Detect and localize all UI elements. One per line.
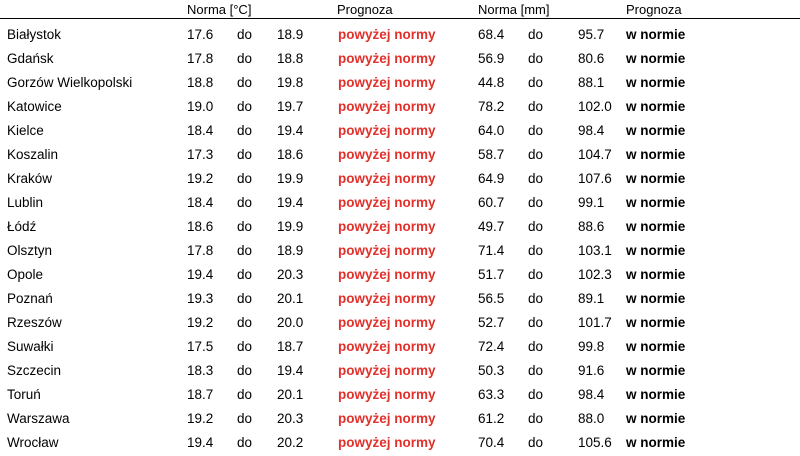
precipitation-forecast: w normie [626, 75, 686, 90]
temperature-norm-max: 20.1 [277, 291, 304, 306]
table-row [0, 96, 800, 120]
precipitation-range-separator: do [528, 291, 544, 306]
precipitation-norm-max: 80.6 [578, 51, 605, 66]
precipitation-range-separator: do [528, 243, 544, 258]
city-name: Opole [7, 267, 44, 282]
temperature-norm-min: 19.4 [187, 435, 214, 450]
header-precipitation-norm: Norma [mm] [478, 2, 550, 17]
temperature-norm-min: 18.8 [187, 75, 214, 90]
temperature-norm-max: 18.6 [277, 147, 304, 162]
temperature-forecast: powyżej normy [338, 435, 436, 450]
header-precipitation-forecast: Prognoza [626, 2, 682, 17]
temperature-norm-min: 17.3 [187, 147, 214, 162]
city-name: Poznań [7, 291, 53, 306]
temperature-norm-max: 20.0 [277, 315, 304, 330]
precipitation-forecast: w normie [626, 243, 686, 258]
precipitation-forecast: w normie [626, 315, 686, 330]
precipitation-norm-max: 101.7 [578, 315, 612, 330]
temperature-range-separator: do [237, 99, 253, 114]
precipitation-range-separator: do [528, 435, 544, 450]
precipitation-range-separator: do [528, 315, 544, 330]
precipitation-range-separator: do [528, 339, 544, 354]
header-temperature-forecast: Prognoza [337, 2, 393, 17]
temperature-norm-max: 20.3 [277, 267, 304, 282]
precipitation-forecast: w normie [626, 123, 686, 138]
city-name: Gdańsk [7, 51, 54, 66]
precipitation-norm-max: 98.4 [578, 387, 605, 402]
table-row [0, 192, 800, 216]
temperature-norm-max: 19.4 [277, 363, 304, 378]
precipitation-norm-min: 50.3 [478, 363, 505, 378]
temperature-norm-max: 19.4 [277, 123, 304, 138]
city-name: Rzeszów [7, 315, 62, 330]
table-row [0, 288, 800, 312]
table-row [0, 48, 800, 72]
temperature-norm-min: 19.2 [187, 171, 214, 186]
temperature-norm-max: 20.3 [277, 411, 304, 426]
temperature-range-separator: do [237, 123, 253, 138]
precipitation-norm-min: 78.2 [478, 99, 505, 114]
precipitation-norm-min: 64.9 [478, 171, 505, 186]
city-name: Wrocław [7, 435, 59, 450]
temperature-range-separator: do [237, 243, 253, 258]
temperature-forecast: powyżej normy [338, 411, 436, 426]
temperature-forecast: powyżej normy [338, 147, 436, 162]
precipitation-range-separator: do [528, 51, 544, 66]
header-divider [0, 18, 800, 19]
precipitation-forecast: w normie [626, 435, 686, 450]
temperature-norm-min: 18.6 [187, 219, 214, 234]
precipitation-range-separator: do [528, 387, 544, 402]
temperature-range-separator: do [237, 195, 253, 210]
table-row [0, 216, 800, 240]
temperature-forecast: powyżej normy [338, 27, 436, 42]
city-name: Katowice [7, 99, 62, 114]
temperature-norm-min: 17.5 [187, 339, 214, 354]
precipitation-range-separator: do [528, 147, 544, 162]
precipitation-forecast: w normie [626, 147, 686, 162]
temperature-norm-min: 18.4 [187, 123, 214, 138]
temperature-range-separator: do [237, 411, 253, 426]
temperature-norm-min: 19.0 [187, 99, 214, 114]
precipitation-norm-max: 88.0 [578, 411, 605, 426]
precipitation-range-separator: do [528, 363, 544, 378]
temperature-forecast: powyżej normy [338, 171, 436, 186]
temperature-range-separator: do [237, 75, 253, 90]
precipitation-norm-max: 95.7 [578, 27, 605, 42]
temperature-norm-min: 18.3 [187, 363, 214, 378]
temperature-range-separator: do [237, 315, 253, 330]
table-row [0, 312, 800, 336]
precipitation-forecast: w normie [626, 219, 686, 234]
temperature-range-separator: do [237, 171, 253, 186]
city-name: Szczecin [7, 363, 62, 378]
precipitation-norm-min: 49.7 [478, 219, 505, 234]
table-row [0, 336, 800, 360]
temperature-norm-min: 19.4 [187, 267, 214, 282]
temperature-range-separator: do [237, 219, 253, 234]
table-row [0, 168, 800, 192]
temperature-norm-min: 19.2 [187, 411, 214, 426]
precipitation-forecast: w normie [626, 291, 686, 306]
precipitation-norm-max: 99.1 [578, 195, 605, 210]
temperature-range-separator: do [237, 363, 253, 378]
precipitation-range-separator: do [528, 195, 544, 210]
table-row [0, 264, 800, 288]
temperature-norm-max: 18.9 [277, 243, 304, 258]
precipitation-norm-min: 68.4 [478, 27, 505, 42]
temperature-norm-max: 18.7 [277, 339, 304, 354]
temperature-forecast: powyżej normy [338, 99, 436, 114]
precipitation-norm-max: 88.1 [578, 75, 605, 90]
temperature-range-separator: do [237, 387, 253, 402]
table-row [0, 144, 800, 168]
precipitation-norm-max: 102.0 [578, 99, 612, 114]
temperature-norm-min: 17.8 [187, 51, 214, 66]
city-name: Koszalin [7, 147, 59, 162]
precipitation-norm-max: 89.1 [578, 291, 605, 306]
table-row [0, 240, 800, 264]
city-name: Białystok [7, 27, 62, 42]
temperature-forecast: powyżej normy [338, 219, 436, 234]
temperature-range-separator: do [237, 51, 253, 66]
precipitation-range-separator: do [528, 75, 544, 90]
table-row [0, 408, 800, 432]
precipitation-forecast: w normie [626, 51, 686, 66]
precipitation-forecast: w normie [626, 363, 686, 378]
temperature-forecast: powyżej normy [338, 195, 436, 210]
precipitation-range-separator: do [528, 171, 544, 186]
city-name: Łódź [7, 219, 37, 234]
temperature-norm-max: 20.1 [277, 387, 304, 402]
precipitation-norm-min: 61.2 [478, 411, 505, 426]
precipitation-norm-min: 70.4 [478, 435, 505, 450]
table-header [0, 0, 800, 20]
temperature-forecast: powyżej normy [338, 291, 436, 306]
precipitation-forecast: w normie [626, 339, 686, 354]
precipitation-norm-max: 88.6 [578, 219, 605, 234]
temperature-norm-max: 19.9 [277, 219, 304, 234]
temperature-forecast: powyżej normy [338, 363, 436, 378]
precipitation-forecast: w normie [626, 171, 686, 186]
temperature-norm-min: 19.3 [187, 291, 214, 306]
precipitation-norm-min: 44.8 [478, 75, 505, 90]
temperature-range-separator: do [237, 27, 253, 42]
temperature-forecast: powyżej normy [338, 387, 436, 402]
temperature-forecast: powyżej normy [338, 339, 436, 354]
precipitation-range-separator: do [528, 99, 544, 114]
header-temperature-norm: Norma [°C] [187, 2, 252, 17]
city-name: Gorzów Wielkopolski [7, 75, 133, 90]
temperature-range-separator: do [237, 147, 253, 162]
forecast-table-body [0, 24, 800, 456]
precipitation-forecast: w normie [626, 267, 686, 282]
table-row [0, 72, 800, 96]
table-row [0, 24, 800, 48]
temperature-norm-max: 20.2 [277, 435, 304, 450]
temperature-norm-min: 17.8 [187, 243, 214, 258]
precipitation-norm-min: 56.9 [478, 51, 505, 66]
temperature-forecast: powyżej normy [338, 267, 436, 282]
precipitation-norm-max: 105.6 [578, 435, 612, 450]
temperature-norm-min: 18.7 [187, 387, 214, 402]
temperature-norm-min: 18.4 [187, 195, 214, 210]
table-row [0, 360, 800, 384]
temperature-norm-max: 18.8 [277, 51, 304, 66]
precipitation-norm-min: 64.0 [478, 123, 505, 138]
precipitation-forecast: w normie [626, 411, 686, 426]
precipitation-forecast: w normie [626, 27, 686, 42]
precipitation-range-separator: do [528, 267, 544, 282]
precipitation-range-separator: do [528, 219, 544, 234]
temperature-forecast: powyżej normy [338, 243, 436, 258]
city-name: Suwałki [7, 339, 54, 354]
precipitation-norm-max: 103.1 [578, 243, 612, 258]
precipitation-norm-max: 98.4 [578, 123, 605, 138]
precipitation-forecast: w normie [626, 99, 686, 114]
precipitation-norm-min: 52.7 [478, 315, 505, 330]
precipitation-forecast: w normie [626, 195, 686, 210]
temperature-range-separator: do [237, 339, 253, 354]
temperature-norm-max: 19.4 [277, 195, 304, 210]
precipitation-norm-min: 58.7 [478, 147, 505, 162]
precipitation-norm-min: 60.7 [478, 195, 505, 210]
table-row [0, 384, 800, 408]
city-name: Lublin [7, 195, 44, 210]
temperature-forecast: powyżej normy [338, 123, 436, 138]
city-name: Olsztyn [7, 243, 53, 258]
table-row [0, 432, 800, 456]
temperature-range-separator: do [237, 267, 253, 282]
temperature-norm-min: 17.6 [187, 27, 214, 42]
precipitation-norm-min: 63.3 [478, 387, 505, 402]
temperature-norm-min: 19.2 [187, 315, 214, 330]
precipitation-norm-min: 71.4 [478, 243, 505, 258]
precipitation-norm-max: 99.8 [578, 339, 605, 354]
precipitation-range-separator: do [528, 123, 544, 138]
precipitation-norm-max: 107.6 [578, 171, 612, 186]
city-name: Toruń [7, 387, 41, 402]
precipitation-norm-min: 51.7 [478, 267, 505, 282]
table-row [0, 120, 800, 144]
temperature-norm-max: 18.9 [277, 27, 304, 42]
temperature-forecast: powyżej normy [338, 75, 436, 90]
temperature-norm-max: 19.9 [277, 171, 304, 186]
temperature-forecast: powyżej normy [338, 315, 436, 330]
precipitation-range-separator: do [528, 411, 544, 426]
precipitation-norm-max: 91.6 [578, 363, 605, 378]
precipitation-forecast: w normie [626, 387, 686, 402]
temperature-range-separator: do [237, 435, 253, 450]
city-name: Kielce [7, 123, 44, 138]
temperature-norm-max: 19.7 [277, 99, 304, 114]
temperature-range-separator: do [237, 291, 253, 306]
precipitation-norm-min: 56.5 [478, 291, 505, 306]
city-name: Warszawa [7, 411, 70, 426]
temperature-norm-max: 19.8 [277, 75, 304, 90]
precipitation-norm-max: 104.7 [578, 147, 612, 162]
precipitation-range-separator: do [528, 27, 544, 42]
precipitation-norm-min: 72.4 [478, 339, 505, 354]
precipitation-norm-max: 102.3 [578, 267, 612, 282]
temperature-forecast: powyżej normy [338, 51, 436, 66]
city-name: Kraków [7, 171, 53, 186]
